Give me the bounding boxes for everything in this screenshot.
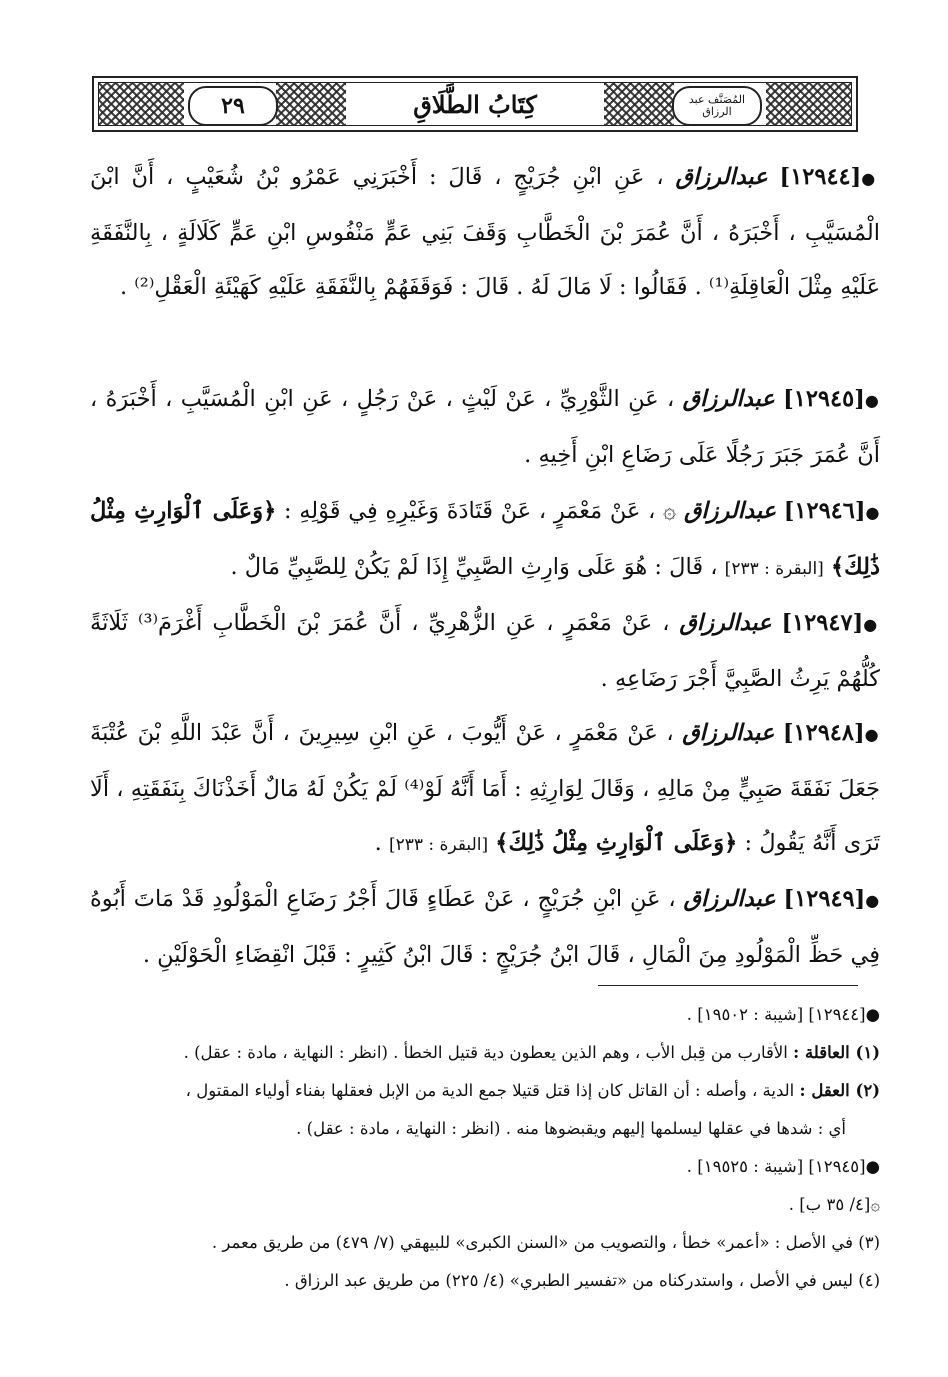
- footnote-3: (٣) في الأصل : «أعمر» خطأ ، والتصويب من «السنن الكبرى» للبيهقي (٧/ ٤٧٩) من طريق معمر .: [211, 1233, 880, 1252]
- hadith-number: [١٢٩٤٧]: [781, 610, 864, 636]
- hadith-number: [١٢٩٤٩]: [783, 886, 866, 912]
- footnote-2-continued: أي : شدها في عقلها ليسلمها إليهم ويقبضوها منه . (انظر : النهاية ، مادة : عقل) .: [296, 1119, 846, 1138]
- hadith-author: عبدالرزاق: [675, 164, 768, 190]
- hadith-author: عبدالرزاق: [683, 886, 776, 912]
- page-header: [92, 76, 858, 132]
- bullet-icon: ●: [863, 615, 880, 634]
- hadith-number: [١٢٩٤٦]: [783, 498, 866, 524]
- footnote-source: ●[١٢٩٤٥] [شيبة : ١٩٥٢٥] .: [686, 1157, 880, 1176]
- verse-reference: [البقرة : ٢٣٣]: [388, 835, 489, 855]
- footnote-separator: [598, 985, 858, 986]
- hadith-entry: [90, 484, 880, 596]
- hadith-number: [١٢٩٤٤]: [779, 164, 862, 190]
- publisher-logo: المُصَنَّف عبد الرزاق: [672, 86, 762, 126]
- footnote-label: (١) العاقلة :: [793, 1043, 880, 1062]
- title-frame: [98, 82, 852, 126]
- hadith-text: ، عَنِ ابْنِ جُرَيْجٍ ، عَنْ عَطَاءٍ قَالَ أَجْرُ رَضَاعِ الْمَوْلُودِ قَدْ مَاتَ أَبُوهُ فِي حَظِّ الْمَوْلُودِ مِنَ الْمَالِ ، قَالَ ابْنُ جُرَيْجٍ : قَالَ ابْنُ كَثِيرٍ : قَبْلَ انْقِضَاءِ الْحَوْلَيْنِ .: [90, 886, 880, 968]
- footnote-text: الدية ، وأصله : أن القاتل كان إذا قتل قتيلا جمع الدية من الإبل فعقلها بفناء أولياء المقتول ،: [185, 1081, 795, 1100]
- footnote-source: ●[١٢٩٤٤] [شيبة : ١٩٥٠٢] .: [686, 1005, 880, 1024]
- hadith-text: ۞ ، عَنْ مَعْمَرٍ ، عَنْ قَتَادَةَ وَغَيْرِهِ فِي قَوْلِهِ :: [283, 498, 677, 524]
- hadith-text-continued: ، قَالَ : هُوَ عَلَى وَارِثِ الصَّبِيِّ إِذَا لَمْ يَكُنْ لِلصَّبِيِّ مَالٌ .: [230, 554, 718, 580]
- quran-verse: ﴿وَعَلَى ٱلْوَارِثِ مِثْلُ ذَٰلِكَ﴾: [90, 498, 880, 580]
- quran-verse: ﴿وَعَلَى ٱلْوَارِثِ مِثْلُ ذَٰلِكَ﴾: [495, 830, 738, 856]
- hadith-text: ، عَنْ مَعْمَرٍ ، عَنْ أَيُّوبَ ، عَنِ ابْنِ سِيرِينَ ، أَنَّ عَبْدَ اللَّهِ بْنَ عُتْبَةَ جَعَلَ نَفَقَةَ صَبِيٍّ مِنْ مَالِهِ ، وَقَالَ لِوَارِثِهِ : أَمَا أَنَّهُ لَوْ⁽⁴⁾ لَمْ يَكُنْ لَهُ مَالٌ أَخَذْنَاكَ بِنَفَقَتِهِ ، أَلَا تَرَى أَنَّهُ يَقُولُ :: [90, 720, 880, 856]
- hadith-author: عبدالرزاق: [683, 498, 777, 524]
- book-title: كِتَابُ الطَّلَاقِ: [397, 90, 553, 119]
- bullet-icon: ●: [861, 169, 880, 188]
- hadith-entry: [90, 372, 880, 482]
- hadith-author: عبدالرزاق: [682, 720, 775, 746]
- hadith-text-continued: .: [374, 830, 382, 856]
- hadith-author: عبدالرزاق: [682, 386, 775, 412]
- page-number: ٢٩: [188, 86, 278, 126]
- footnote-4: (٤) ليس في الأصل ، واستدركناه من «تفسير الطبري» (٤/ ٢٢٥) من طريق عبد الرزاق .: [284, 1271, 880, 1290]
- verse-reference: [البقرة : ٢٣٣]: [724, 559, 824, 579]
- hadith-text: ، عَنْ مَعْمَرٍ ، عَنِ الزُّهْرِيِّ ، أَنَّ عُمَرَ بْنَ الْخَطَّابِ أَغْرَمَ⁽³⁾ ثَلَاثَةً كُلُّهُمْ يَرِثُ الصَّبِيَّ أَجْرَ رَضَاعِهِ .: [90, 610, 880, 692]
- bullet-icon: ●: [864, 725, 881, 744]
- footnote-label: (٢) العقل :: [799, 1081, 880, 1100]
- hadith-number: [١٢٩٤٨]: [782, 720, 865, 746]
- footnote-text: الأقارب من قِبل الأب ، وهم الذين يعطون دية قتيل الخطأ . (انظر : النهاية ، مادة : عقل) .: [183, 1043, 788, 1062]
- footnote-1: [90, 1038, 880, 1068]
- footnote-folio: ۞[٤/ ٣٥ ب] .: [788, 1195, 880, 1214]
- bullet-icon: ●: [865, 891, 880, 910]
- footnote-2: [90, 1076, 880, 1106]
- hadith-text: ، عَنِ ابْنِ جُرَيْجٍ ، قَالَ : أَخْبَرَنِي عَمْرُو بْنُ شُعَيْبٍ ، أَنَّ ابْنَ الْمُسَيَّبِ ، أَخْبَرَهُ ، أَنَّ عُمَرَ بْنَ الْخَطَّابِ وَقَفَ بَنِي عَمٍّ مَنْفُوسِ ابْنِ عَمٍّ كَلَالَةٍ ، بِالنَّفَقَةِ عَلَيْهِ مِثْلَ الْعَاقِلَةِ⁽¹⁾ . فَقَالُوا : لَا مَالَ لَهُ . قَالَ : فَوَقَفَهُمْ بِالنَّفَقَةِ عَلَيْهِ كَهَيْئَةِ الْعَقْلِ⁽²⁾ .: [90, 164, 880, 300]
- hadith-entry: [90, 596, 880, 706]
- hadith-author: عبدالرزاق: [679, 610, 772, 636]
- hadith-text: ، عَنِ الثَّوْرِيِّ ، عَنْ لَيْثٍ ، عَنْ رَجُلٍ ، عَنِ ابْنِ الْمُسَيَّبِ ، أَخْبَرَهُ ، أَنَّ عُمَرَ جَبَرَ رَجُلًا عَلَى رَضَاعِ ابْنِ أَخِيهِ .: [90, 386, 880, 468]
- bullet-icon: ●: [865, 503, 881, 522]
- hadith-entry: [90, 150, 880, 314]
- hadith-entry: [90, 872, 880, 982]
- hadith-entry: [90, 706, 880, 872]
- bullet-icon: ●: [864, 391, 880, 410]
- hadith-number: [١٢٩٤٥]: [783, 386, 865, 412]
